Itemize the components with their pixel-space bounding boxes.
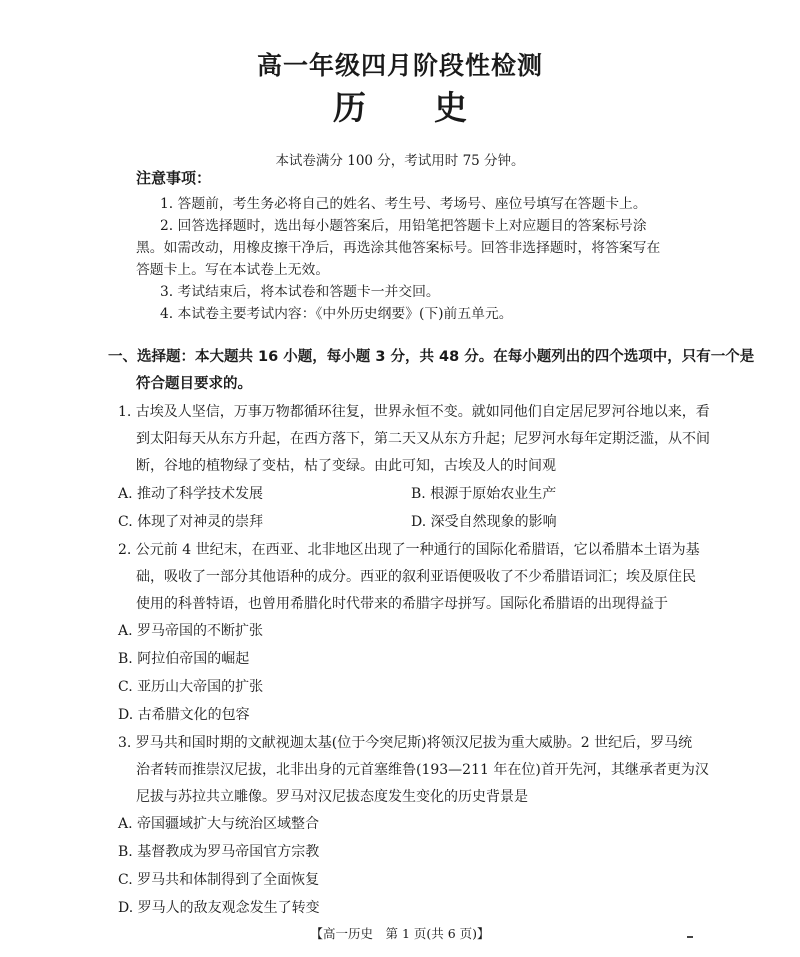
page-footer: 【高一历史 第 1 页(共 6 页)】	[310, 926, 490, 941]
subject-char-2: 史	[434, 88, 467, 127]
question-1-text: 到太阳每天从东方升起，在西方落下，第二天又从东方升起；尼罗河水每年定期泛滥，从不间	[136, 431, 710, 447]
score-note: 本试卷满分 100 分，考试用时 75 分钟。	[275, 153, 525, 169]
note-line: 答题卡上。写在本试卷上无效。	[136, 262, 330, 278]
section-title: 一、选择题：本大题共 16 小题，每小题 3 分，共 48 分。在每小题列出的四个选项中，只有一个是	[108, 349, 755, 365]
question-1-text: 断，谷地的植物绿了变枯，枯了变绿。由此可知，古埃及人的时间观	[136, 458, 556, 474]
subject-title	[0, 82, 800, 129]
question-1-option-a: A. 推动了科学技术发展	[118, 486, 264, 502]
note-line: 3. 考试结束后，将本试卷和答题卡一并交回。	[160, 284, 440, 300]
question-1-option-d: D. 深受自然现象的影响	[411, 514, 557, 530]
question-3-option-b: B. 基督教成为罗马帝国官方宗教	[118, 844, 320, 860]
question-3-option-c: C. 罗马共和体制得到了全面恢复	[118, 872, 320, 888]
question-2-option-c: C. 亚历山大帝国的扩张	[118, 679, 264, 695]
question-3-text: 3. 罗马共和国时期的文献视迦太基(位于今突尼斯)将领汉尼拔为重大威胁。2 世纪后，罗马统	[118, 735, 693, 751]
note-line: 4. 本试卷主要考试内容：《中外历史纲要》(下)前五单元。	[160, 306, 513, 322]
question-2-text: 使用的科普特语，也曾用希腊化时代带来的希腊字母拼写。国际化希腊语的出现得益于	[136, 596, 668, 612]
question-3-text: 尼拔与苏拉共立雕像。罗马对汉尼拔态度发生变化的历史背景是	[136, 789, 528, 805]
question-3-option-a: A. 帝国疆域扩大与统治区域整合	[118, 816, 320, 832]
note-line: 黑。如需改动，用橡皮擦干净后，再选涂其他答案标号。回答非选择题时，将答案写在	[136, 240, 661, 256]
question-2-option-b: B. 阿拉伯帝国的崛起	[118, 651, 250, 667]
question-1-option-c: C. 体现了对神灵的崇拜	[118, 514, 264, 530]
note-line: 2. 回答选择题时，选出每小题答案后，用铅笔把答题卡上对应题目的答案标号涂	[160, 218, 647, 234]
subject-char-1: 历	[333, 88, 366, 127]
question-2-text: 2. 公元前 4 世纪末，在西亚、北非地区出现了一种通行的国际化希腊语，它以希腊本土语为基	[118, 542, 700, 558]
question-2-option-d: D. 古希腊文化的包容	[118, 707, 250, 723]
question-3-text: 治者转而推崇汉尼拔，北非出身的元首塞维鲁(193—211 年在位)首开先河，其继承者更为汉	[136, 762, 709, 778]
note-line: 1. 答题前，考生务必将自己的姓名、考生号、考场号、座位号填写在答题卡上。	[160, 196, 647, 212]
question-1-text: 1. 古埃及人坚信，万事万物都循环往复，世界永恒不变。就如同他们自定居尼罗河谷地以来，看	[118, 404, 710, 420]
exam-title: 高一年级四月阶段性检测	[256, 51, 543, 80]
section-title-cont: 符合题目要求的。	[136, 376, 252, 392]
notes-heading: 注意事项：	[136, 169, 212, 187]
question-2-text: 础，吸收了一部分其他语种的成分。西亚的叙利亚语便吸收了不少希腊语词汇；埃及原住民	[136, 569, 696, 585]
question-3-option-d: D. 罗马人的敌友观念发生了转变	[118, 900, 320, 916]
scan-mark	[687, 936, 693, 938]
question-2-option-a: A. 罗马帝国的不断扩张	[118, 623, 264, 639]
question-1-option-b: B. 根源于原始农业生产	[411, 486, 557, 502]
